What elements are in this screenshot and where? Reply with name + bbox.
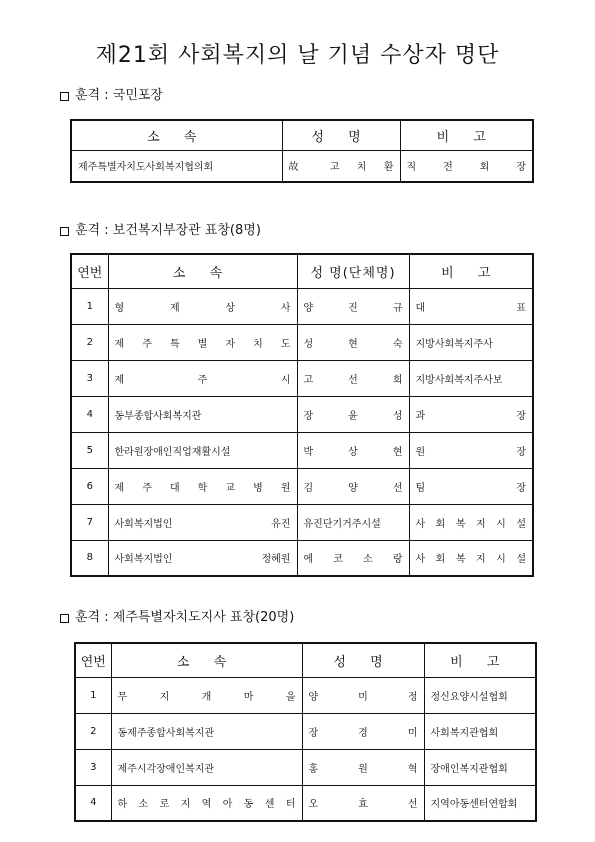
cell-index: 4	[71, 396, 108, 432]
table-header-row	[75, 643, 536, 677]
cell-affiliation: 무 지 개 마 을	[111, 677, 302, 713]
header-affiliation: 소 속	[108, 254, 297, 288]
cell-index: 8	[71, 540, 108, 576]
cell-note: 정신요양시설협회	[424, 677, 536, 713]
cell-name: 장 윤 성	[297, 396, 409, 432]
cell-index: 1	[75, 677, 111, 713]
cell-index: 6	[71, 468, 108, 504]
cell-name: 홍 원 혁	[302, 749, 424, 785]
cell-name: 오 효 선	[302, 785, 424, 821]
table-row	[71, 324, 533, 360]
cell-name: 장 경 미	[302, 713, 424, 749]
award-table-2	[70, 253, 534, 577]
cell-note: 팀 장	[409, 468, 533, 504]
table-row	[75, 677, 536, 713]
cell-index: 2	[71, 324, 108, 360]
header-note: 비 고	[409, 254, 533, 288]
cell-index: 3	[71, 360, 108, 396]
cell-name: 고 선 희	[297, 360, 409, 396]
cell-name: 양 진 규	[297, 288, 409, 324]
table-row	[71, 396, 533, 432]
square-box-icon	[60, 614, 69, 623]
cell-note: 원 장	[409, 432, 533, 468]
cell-note: 과 장	[409, 396, 533, 432]
cell-note: 지방사회복지주사보	[409, 360, 533, 396]
cell-index: 7	[71, 504, 108, 540]
cell-note: 사 회 복 지 시 설	[409, 540, 533, 576]
cell-note: 장애인복지관협회	[424, 749, 536, 785]
square-box-icon	[60, 227, 69, 236]
cell-name: 유진단기거주시설	[297, 504, 409, 540]
cell-name: 에 코 소 랑	[297, 540, 409, 576]
table-row	[71, 432, 533, 468]
table-row	[71, 504, 533, 540]
cell-note: 직 전 회 장	[400, 150, 533, 182]
cell-note: 대 표	[409, 288, 533, 324]
cell-index: 3	[75, 749, 111, 785]
table-row	[71, 150, 533, 182]
header-name: 성 명	[302, 643, 424, 677]
header-affiliation: 소 속	[71, 120, 282, 150]
section-heading-2	[60, 223, 261, 239]
header-name: 성 명(단체명)	[297, 254, 409, 288]
cell-affiliation: 한라원장애인직업재활시설	[108, 432, 297, 468]
cell-affiliation: 사회복지법인 유진	[108, 504, 297, 540]
section-heading-1	[60, 88, 163, 104]
award-table-3	[74, 642, 537, 822]
cell-name: 故 고 치 환	[282, 150, 400, 182]
cell-affiliation: 형 제 상 사	[108, 288, 297, 324]
cell-name: 양 미 정	[302, 677, 424, 713]
cell-index: 4	[75, 785, 111, 821]
header-index: 연번	[71, 254, 108, 288]
section-heading-text: 훈격 : 보건복지부장관 표창(8명)	[75, 223, 261, 238]
cell-affiliation: 사회복지법인 정혜원	[108, 540, 297, 576]
cell-affiliation: 하 소 로 지 역 아 동 센 터	[111, 785, 302, 821]
section-heading-text: 훈격 : 국민포장	[75, 88, 163, 103]
cell-note: 지역아동센터연합회	[424, 785, 536, 821]
table-row	[71, 360, 533, 396]
award-table-1	[70, 119, 534, 183]
header-note: 비 고	[400, 120, 533, 150]
table-row	[75, 713, 536, 749]
table-row	[75, 749, 536, 785]
cell-affiliation: 제주시각장애인복지관	[111, 749, 302, 785]
cell-affiliation: 제주특별자치도사회복지협의회	[71, 150, 282, 182]
cell-note: 사 회 복 지 시 설	[409, 504, 533, 540]
square-box-icon	[60, 92, 69, 101]
cell-index: 1	[71, 288, 108, 324]
header-affiliation: 소 속	[111, 643, 302, 677]
cell-affiliation: 동제주종합사회복지관	[111, 713, 302, 749]
section-heading-text: 훈격 : 제주특별자치도지사 표창(20명)	[75, 610, 295, 625]
table-row	[75, 785, 536, 821]
page-title: 제21회 사회복지의 날 기념 수상자 명단	[95, 43, 500, 68]
section-heading-3	[60, 610, 294, 626]
cell-note: 지방사회복지주사	[409, 324, 533, 360]
table-row	[71, 540, 533, 576]
cell-name: 김 양 선	[297, 468, 409, 504]
cell-index: 5	[71, 432, 108, 468]
cell-index: 2	[75, 713, 111, 749]
table-header-row	[71, 120, 533, 150]
cell-name: 박 상 현	[297, 432, 409, 468]
table-row	[71, 288, 533, 324]
cell-affiliation: 제 주 시	[108, 360, 297, 396]
cell-affiliation: 제 주 대 학 교 병 원	[108, 468, 297, 504]
cell-note: 사회복지관협회	[424, 713, 536, 749]
cell-affiliation: 동부종합사회복지관	[108, 396, 297, 432]
header-name: 성 명	[282, 120, 400, 150]
cell-affiliation: 제 주 특 별 자 치 도	[108, 324, 297, 360]
table-header-row	[71, 254, 533, 288]
table-row	[71, 468, 533, 504]
header-index: 연번	[75, 643, 111, 677]
header-note: 비 고	[424, 643, 536, 677]
cell-name: 성 현 숙	[297, 324, 409, 360]
